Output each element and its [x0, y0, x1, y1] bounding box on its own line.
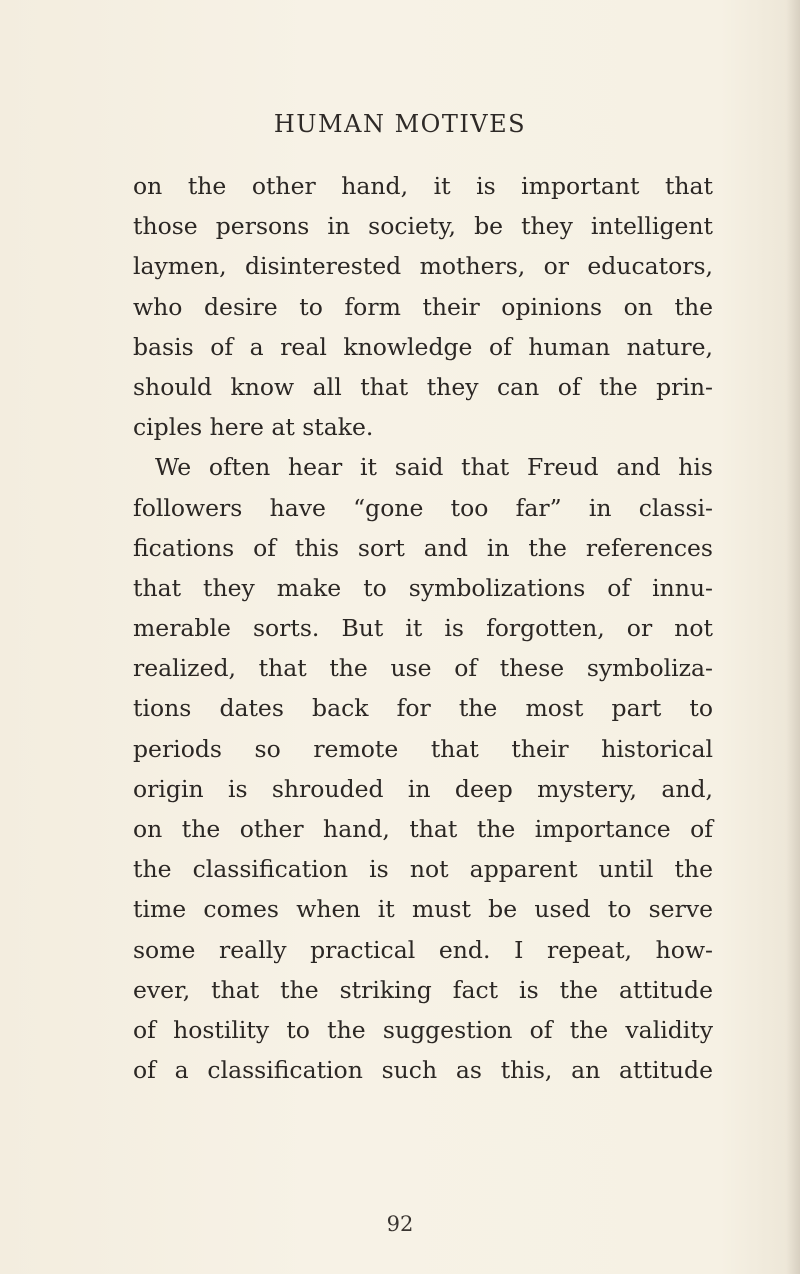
text-line: some really practical end. I repeat, how-: [133, 935, 713, 964]
text-line: origin is shrouded in deep mystery, and,: [133, 774, 713, 803]
text-line: laymen, disinterested mothers, or educators,: [133, 252, 713, 281]
text-line: time comes when it must be used to serve: [133, 895, 713, 924]
body-text: [133, 166, 713, 1090]
text-line: should know all that they can of the prin-: [133, 372, 713, 401]
text-line: ciples here at stake.: [133, 413, 374, 442]
text-line: of hostility to the suggestion of the validity: [133, 1015, 713, 1044]
text-line: fications of this sort and in the references: [133, 533, 713, 562]
text-line: on the other hand, that the importance of: [133, 815, 713, 843]
text-line: of a classification such as this, an attitude: [133, 1056, 713, 1085]
text-line: those persons in society, be they intelligent: [133, 212, 713, 241]
running-head: HUMAN MOTIVES: [273, 110, 527, 138]
page-edge-shadow: [786, 0, 800, 1274]
page-number: 92: [386, 1212, 414, 1236]
text-line: the classification is not apparent until the: [133, 855, 713, 884]
text-line: basis of a real knowledge of human nature,: [133, 332, 713, 361]
text-line: who desire to form their opinions on the: [133, 292, 713, 321]
text-line: followers have “gone too far” in classi-: [133, 493, 713, 522]
text-line: that they make to symbolizations of innu-: [133, 573, 713, 602]
text-line: ever, that the striking fact is the attitude: [133, 975, 713, 1004]
text-line: on the other hand, it is important that: [133, 172, 713, 200]
text-line: tions dates back for the most part to: [133, 694, 713, 723]
text-line: merable sorts. But it is forgotten, or not: [133, 614, 713, 643]
text-line: periods so remote that their historical: [133, 734, 713, 763]
text-line: realized, that the use of these symboliza-: [133, 654, 713, 683]
paragraph-first-line: We often hear it said that Freud and his: [155, 453, 713, 482]
